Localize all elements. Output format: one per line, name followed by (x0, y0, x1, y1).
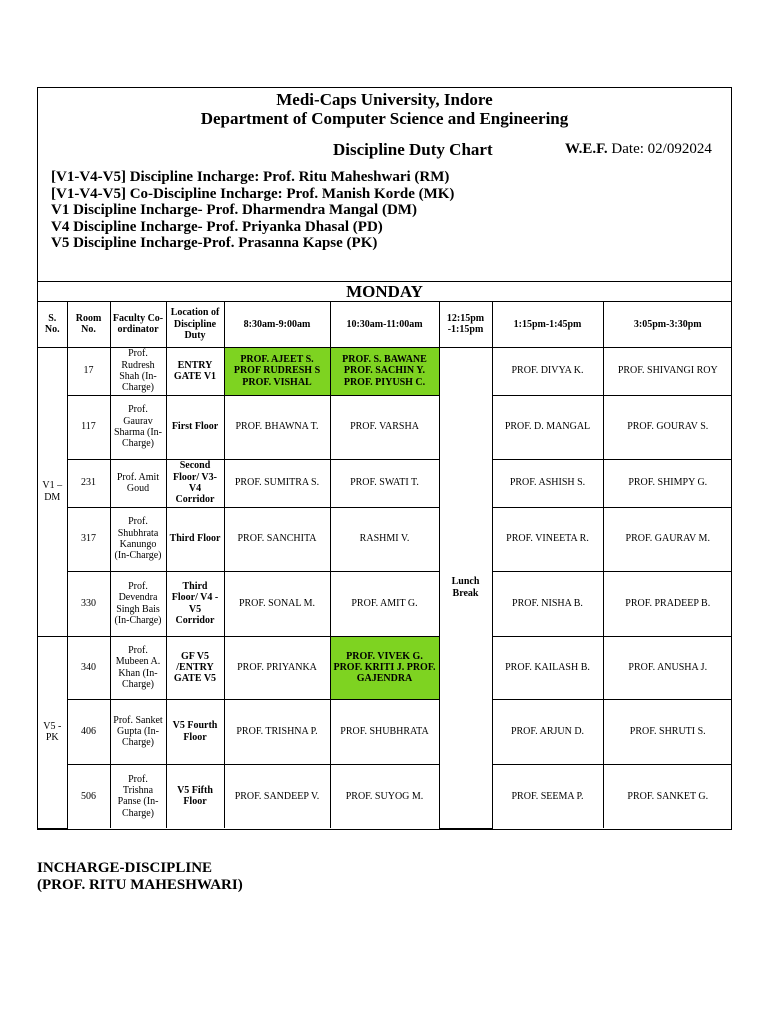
duty-cell: PROF. ARJUN D. (492, 699, 603, 764)
duty-cell: PROF. NISHA B. (492, 571, 603, 636)
duty-cell: PROF. SUYOG M. (330, 764, 439, 828)
duty-cell: PROF. SHIVANGI ROY (603, 347, 732, 395)
duty-cell: RASHMI V. (330, 507, 439, 571)
chart-title: Discipline Duty Chart (333, 140, 493, 159)
duty-cell: PROF. KAILASH B. (492, 636, 603, 699)
room-cell: 506 (67, 764, 110, 828)
col-slot1: 8:30am-9:00am (224, 302, 330, 347)
table-row (38, 636, 732, 699)
table-row (38, 395, 732, 459)
col-sno: S. No. (38, 302, 67, 347)
footer-title: INCHARGE-DISCIPLINE (37, 860, 213, 876)
duty-table (38, 302, 732, 829)
col-room: Room No. (67, 302, 110, 347)
table-row (38, 347, 732, 395)
wef-label: W.E.F. (565, 141, 608, 157)
duty-cell: PROF. SEEMA P. (492, 764, 603, 828)
location-cell: Third Floor/ V4 - V5 Corridor (166, 571, 224, 636)
group-label-v5: V5 - PK (38, 636, 67, 828)
col-location: Location of Discipline Duty (166, 302, 224, 347)
incharge-line: [V1-V4-V5] Co-Discipline Incharge: Prof. Manish Korde (MK) (51, 185, 455, 202)
wef-date (565, 141, 712, 158)
duty-cell: PROF. SANKET G. (603, 764, 732, 828)
coordinator-cell: Prof. Shubhrata Kanungo (In-Charge) (110, 507, 166, 571)
location-cell: V5 Fifth Floor (166, 764, 224, 828)
room-cell: 317 (67, 507, 110, 571)
location-cell: ENTRY GATE V1 (166, 347, 224, 395)
room-cell: 406 (67, 699, 110, 764)
duty-cell: PROF. PRADEEP B. (603, 571, 732, 636)
incharge-list (51, 169, 454, 252)
table-row (38, 459, 732, 507)
duty-cell: PROF. SHUBHRATA (330, 699, 439, 764)
duty-cell: PROF. PRIYANKA (224, 636, 330, 699)
signature-block (37, 860, 243, 893)
duty-chart (37, 87, 732, 830)
date-text: Date: 02/092024 (611, 141, 712, 157)
duty-cell: PROF. SHIMPY G. (603, 459, 732, 507)
duty-cell: PROF. SWATI T. (330, 459, 439, 507)
duty-cell: PROF. ANUSHA J. (603, 636, 732, 699)
location-cell: First Floor (166, 395, 224, 459)
room-cell: 117 (67, 395, 110, 459)
coordinator-cell: Prof. Devendra Singh Bais (In-Charge) (110, 571, 166, 636)
duty-cell: PROF. D. MANGAL (492, 395, 603, 459)
coordinator-cell: Prof. Mubeen A. Khan (In-Charge) (110, 636, 166, 699)
duty-cell: PROF. GAURAV M. (603, 507, 732, 571)
duty-cell: PROF. SHRUTI S. (603, 699, 732, 764)
incharge-line: V5 Discipline Incharge-Prof. Prasanna Kapse (PK) (51, 235, 378, 252)
table-row (38, 571, 732, 636)
location-cell: Third Floor (166, 507, 224, 571)
room-cell: 17 (67, 347, 110, 395)
lunch-break-cell: Lunch Break (439, 347, 492, 828)
col-slot4: 3:05pm-3:30pm (603, 302, 732, 347)
col-lunch: 12:15pm -1:15pm (439, 302, 492, 347)
col-coordinator: Faculty Co-ordinator (110, 302, 166, 347)
chart-header (38, 88, 731, 282)
duty-cell: PROF. VINEETA R. (492, 507, 603, 571)
university-name: Medi-Caps University, Indore (276, 90, 493, 109)
room-cell: 340 (67, 636, 110, 699)
duty-cell: PROF. VARSHA (330, 395, 439, 459)
duty-cell: PROF. SANCHITA (224, 507, 330, 571)
duty-cell: PROF. SONAL M. (224, 571, 330, 636)
location-cell: V5 Fourth Floor (166, 699, 224, 764)
col-slot3: 1:15pm-1:45pm (492, 302, 603, 347)
duty-cell: PROF. BHAWNA T. (224, 395, 330, 459)
room-cell: 330 (67, 571, 110, 636)
duty-cell: PROF. SUMITRA S. (224, 459, 330, 507)
coordinator-cell: Prof. Rudresh Shah (In-Charge) (110, 347, 166, 395)
room-cell: 231 (67, 459, 110, 507)
table-row (38, 507, 732, 571)
duty-cell-highlight: PROF. AJEET S. PROF RUDRESH S PROF. VISHAL (224, 347, 330, 395)
day-heading: MONDAY (38, 282, 731, 302)
coordinator-cell: Prof. Amit Goud (110, 459, 166, 507)
duty-cell: PROF. TRISHNA P. (224, 699, 330, 764)
duty-cell-highlight: PROF. S. BAWANE PROF. SACHIN Y. PROF. PIYUSH C. (330, 347, 439, 395)
department-name: Department of Computer Science and Engineering (200, 109, 569, 128)
incharge-line: [V1-V4-V5] Discipline Incharge: Prof. Ritu Maheshwari (RM) (51, 169, 450, 185)
table-row (38, 764, 732, 828)
duty-cell-highlight: PROF. VIVEK G. PROF. KRITI J. PROF. GAJENDRA (330, 636, 439, 699)
duty-cell: PROF. GOURAV S. (603, 395, 732, 459)
location-cell: Second Floor/ V3-V4 Corridor (166, 459, 224, 507)
location-cell: GF V5 /ENTRY GATE V5 (166, 636, 224, 699)
footer-name: (PROF. RITU MAHESHWARI) (37, 876, 243, 893)
coordinator-cell: Prof. Gaurav Sharma (In-Charge) (110, 395, 166, 459)
table-row (38, 699, 732, 764)
coordinator-cell: Prof. Sanket Gupta (In-Charge) (110, 699, 166, 764)
incharge-line: V1 Discipline Incharge- Prof. Dharmendra Mangal (DM) (51, 202, 417, 219)
duty-cell: PROF. SANDEEP V. (224, 764, 330, 828)
duty-cell: PROF. ASHISH S. (492, 459, 603, 507)
duty-cell: PROF. DIVYA K. (492, 347, 603, 395)
group-label-v1: V1 – DM (38, 347, 67, 636)
col-slot2: 10:30am-11:00am (330, 302, 439, 347)
duty-cell: PROF. AMIT G. (330, 571, 439, 636)
coordinator-cell: Prof. Trishna Panse (In-Charge) (110, 764, 166, 828)
incharge-line: V4 Discipline Incharge- Prof. Priyanka Dhasal (PD) (51, 218, 383, 235)
